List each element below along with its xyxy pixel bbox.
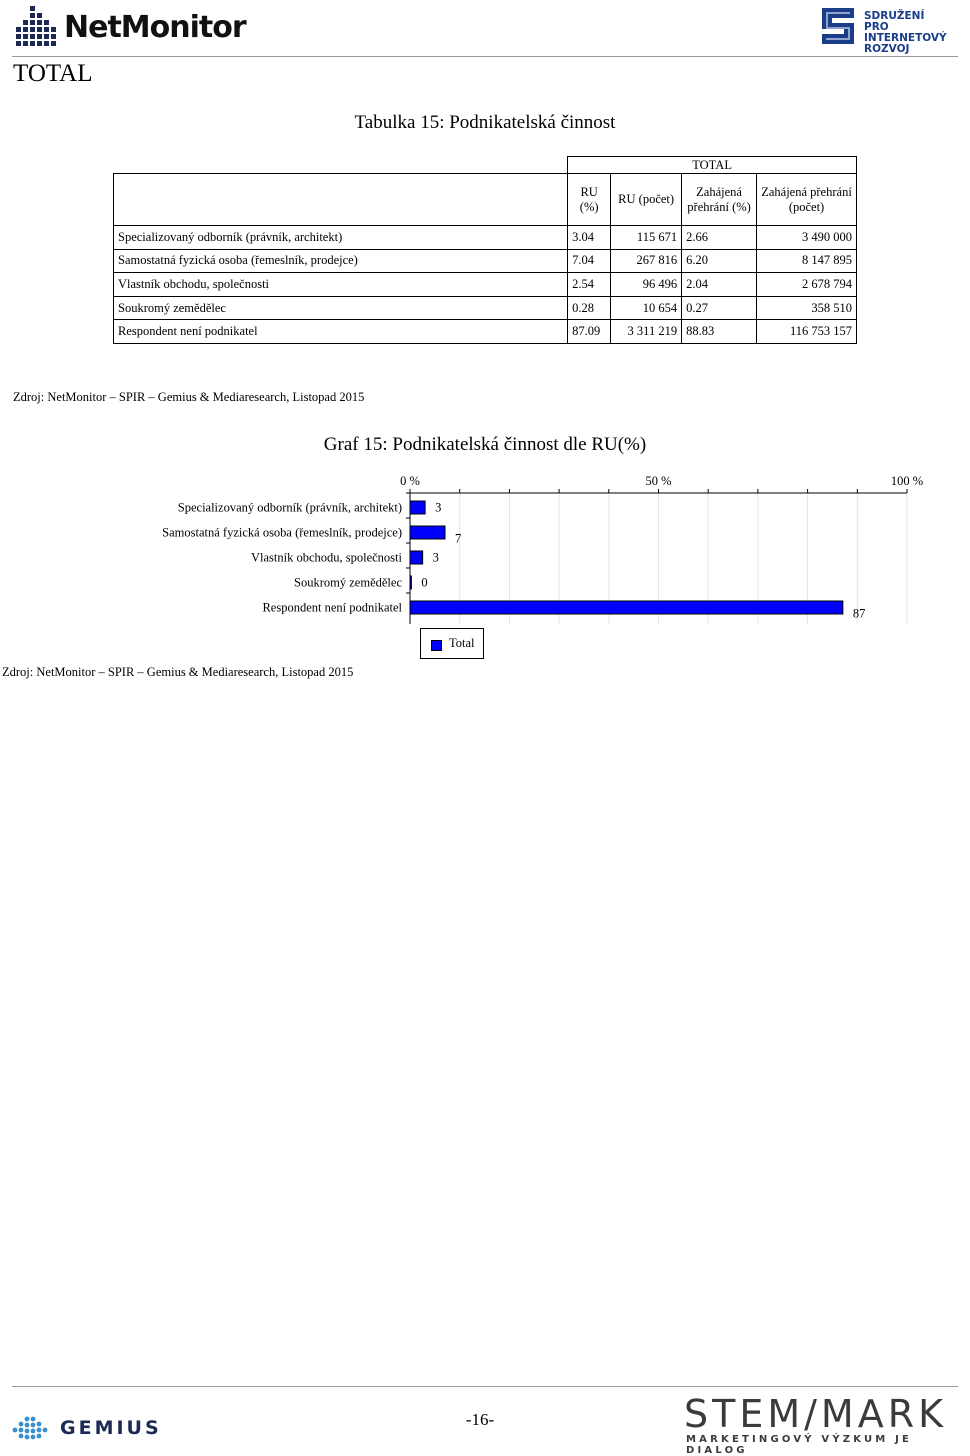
cell-ru-count: 3 311 219 bbox=[611, 320, 682, 344]
spir-logo bbox=[820, 6, 960, 55]
gemius-logo-text: GEMIUS bbox=[60, 1417, 162, 1439]
bar bbox=[410, 576, 411, 589]
netmonitor-logo-text: NetMonitor bbox=[64, 10, 246, 45]
bar bbox=[410, 501, 425, 514]
spir-line-3: ROZVOJ bbox=[864, 43, 910, 55]
cell-plays-count: 116 753 157 bbox=[757, 320, 857, 344]
netmonitor-dots-icon bbox=[16, 6, 58, 46]
bar bbox=[410, 551, 423, 564]
spir-line-2: PRO INTERNETOVÝ bbox=[864, 21, 947, 44]
page-number: -16- bbox=[465, 1410, 495, 1429]
data-label: 3 bbox=[435, 500, 442, 515]
column-header: RU (%) bbox=[568, 174, 611, 226]
data-label: 3 bbox=[432, 550, 439, 565]
chart-title: Graf 15: Podnikatelská činnost dle RU(%) bbox=[323, 434, 647, 455]
bar-chart bbox=[0, 460, 960, 625]
cell-ru-count: 96 496 bbox=[611, 273, 682, 297]
x-tick-label: 0 % bbox=[400, 474, 420, 488]
row-label: Respondent není podnikatel bbox=[114, 320, 568, 344]
table-corner-cell bbox=[114, 174, 568, 226]
cell-ru-pct: 7.04 bbox=[568, 249, 611, 273]
category-label: Respondent není podnikatel bbox=[262, 600, 402, 615]
data-label: 0 bbox=[421, 575, 428, 590]
row-label: Vlastník obchodu, společnosti bbox=[114, 273, 568, 297]
bar bbox=[410, 601, 843, 614]
table-row bbox=[114, 249, 857, 273]
section-title: TOTAL bbox=[13, 60, 93, 87]
table-row bbox=[114, 296, 857, 320]
column-header: RU (počet) bbox=[611, 174, 682, 226]
cell-plays-count: 3 490 000 bbox=[757, 226, 857, 250]
cell-plays-pct: 88.83 bbox=[682, 320, 757, 344]
cell-plays-count: 358 510 bbox=[757, 296, 857, 320]
row-label: Soukromý zemědělec bbox=[114, 296, 568, 320]
table-group-header: TOTAL bbox=[568, 157, 857, 174]
data-table bbox=[113, 156, 857, 344]
footer-divider bbox=[12, 1386, 958, 1387]
stem-logo-text: STEM/MARK bbox=[684, 1392, 948, 1436]
column-header: Zahájená přehrání (%) bbox=[682, 174, 757, 226]
cell-ru-count: 267 816 bbox=[611, 249, 682, 273]
table-row bbox=[114, 226, 857, 250]
cell-plays-pct: 6.20 bbox=[682, 249, 757, 273]
spir-mark-icon bbox=[820, 6, 860, 46]
row-label: Samostatná fyzická osoba (řemeslník, prodejce) bbox=[114, 249, 568, 273]
x-tick-label: 50 % bbox=[645, 474, 672, 488]
cell-plays-pct: 2.66 bbox=[682, 226, 757, 250]
cell-plays-count: 2 678 794 bbox=[757, 273, 857, 297]
cell-ru-pct: 2.54 bbox=[568, 273, 611, 297]
cell-plays-pct: 2.04 bbox=[682, 273, 757, 297]
category-label: Soukromý zemědělec bbox=[294, 575, 402, 590]
source-note: Zdroj: NetMonitor – SPIR – Gemius & Mediaresearch, Listopad 2015 bbox=[2, 665, 354, 679]
category-label: Specializovaný odborník (právník, architekt) bbox=[177, 500, 402, 515]
bar bbox=[410, 526, 445, 539]
cell-ru-pct: 3.04 bbox=[568, 226, 611, 250]
header-divider bbox=[12, 56, 958, 57]
cell-plays-count: 8 147 895 bbox=[757, 249, 857, 273]
legend-swatch bbox=[431, 640, 442, 651]
netmonitor-logo bbox=[16, 6, 246, 48]
cell-ru-count: 10 654 bbox=[611, 296, 682, 320]
data-label: 7 bbox=[454, 531, 462, 546]
spir-line-1: SDRUŽENÍ bbox=[864, 10, 925, 22]
source-note: Zdroj: NetMonitor – SPIR – Gemius & Mediaresearch, Listopad 2015 bbox=[13, 390, 365, 404]
category-label: Samostatná fyzická osoba (řemeslník, prodejce) bbox=[162, 525, 402, 540]
spir-logo-text bbox=[864, 11, 960, 55]
row-label: Specializovaný odborník (právník, architekt) bbox=[114, 226, 568, 250]
table-row bbox=[114, 320, 857, 344]
data-label: 87 bbox=[852, 606, 866, 621]
cell-plays-pct: 0.27 bbox=[682, 296, 757, 320]
cell-ru-count: 115 671 bbox=[611, 226, 682, 250]
stem-mark-logo bbox=[684, 1392, 954, 1456]
table-row bbox=[114, 273, 857, 297]
x-tick-label: 100 % bbox=[890, 474, 924, 488]
cell-ru-pct: 0.28 bbox=[568, 296, 611, 320]
category-label: Vlastník obchodu, společnosti bbox=[250, 550, 402, 565]
stem-logo-subtitle: MARKETINGOVÝ VÝZKUM JE DIALOG bbox=[686, 1434, 913, 1456]
table-title: Tabulka 15: Podnikatelská činnost bbox=[354, 112, 616, 133]
legend-label: Total bbox=[449, 636, 475, 650]
chart-legend bbox=[420, 628, 484, 659]
cell-ru-pct: 87.09 bbox=[568, 320, 611, 344]
column-header: Zahájená přehrání (počet) bbox=[757, 174, 857, 226]
